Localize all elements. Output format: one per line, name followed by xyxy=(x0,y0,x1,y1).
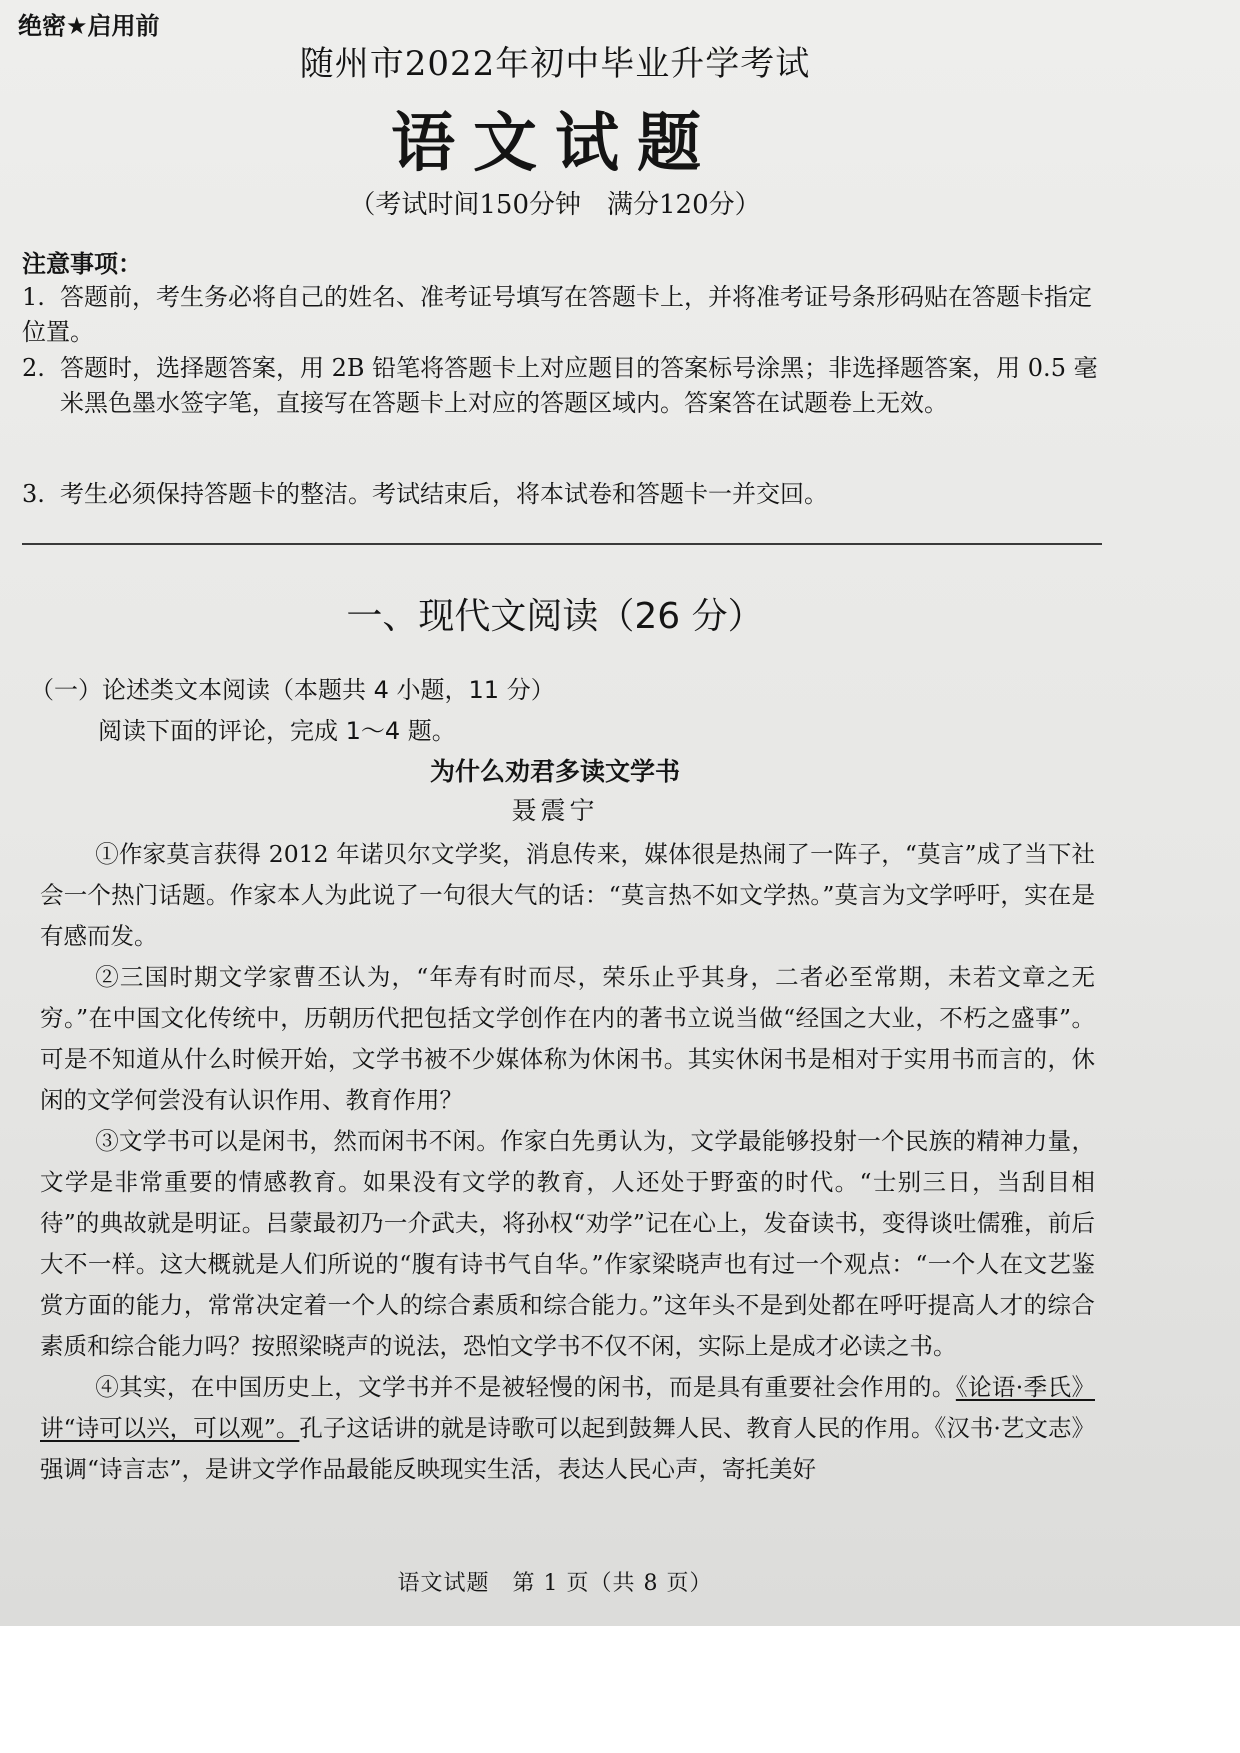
article-title: 为什么劝君多读文学书 xyxy=(429,757,680,786)
notice-item xyxy=(22,351,1107,421)
reading-instruction: 阅读下面的评论，完成 1～4 题。 xyxy=(98,717,456,745)
notice-heading: 注意事项： xyxy=(22,250,142,278)
notice-item-text: 答题时，选择题答案，用 2B 铅笔将答题卡上对应题目的答案标号涂黑；非选择题答案，用 0.5 毫米黑色墨水签字笔，直接写在答题卡上对应的答题区域内。答案答在试题卷上无效。 xyxy=(60,354,1098,417)
page-footer: 语文试题 第 1 页（共 8 页） xyxy=(397,1571,713,1596)
underlined-quote: 《论语·季氏》讲“诗可以兴，可以观”。 xyxy=(40,1373,1095,1442)
paragraph-4-start: ④其实，在中国历史上，文学书并不是被轻慢的闲书，而是具有重要社会作用的。 xyxy=(95,1373,956,1401)
notice-item xyxy=(22,280,1107,350)
subsection-heading: （一）论述类文本阅读（本题共 4 小题，11 分） xyxy=(30,676,555,704)
section-title: 一、现代文阅读（26 分） xyxy=(346,596,764,637)
article-body xyxy=(40,834,1095,1490)
secret-mark: 绝密★启用前 xyxy=(18,12,160,40)
exam-name: 随州市2022年初中毕业升学考试 xyxy=(299,44,811,84)
paragraph-3: ③文学书可以是闲书，然而闲书不闲。作家白先勇认为，文学最能够投射一个民族的精神力量，文学是非常重要的情感教育。如果没有文学的教育，人还处于野蛮的时代。“士别三日，当刮目相待”的典故就是明证。吕蒙最初乃一介武夫，将孙权“劝学”记在心上，发奋读书，变得谈吐儒雅，前后大不一样。这大概就是人们所说的“腹有诗书气自华。”作家梁晓声也有过一个观点：“一个人在文艺鉴赏方面的能力，常常决定着一个人的综合素质和综合能力。”这年头不是到处都在呼吁提高人才的综合素质和综合能力吗？按照梁晓声的说法，恐怕文学书不仅不闲，实际上是成才必读之书。 xyxy=(40,1127,1095,1360)
article-author: 聂震宁 xyxy=(511,796,599,825)
notice-item-text: 考生必须保持答题卡的整洁。考试结束后，将本试卷和答题卡一并交回。 xyxy=(60,480,828,508)
time-info: （考试时间150分钟 满分120分） xyxy=(349,190,761,220)
notice-item-text: 答题前，考生务必将自己的姓名、准考证号填写在答题卡上，并将准考证号条形码贴在答题卡指定位置。 xyxy=(22,283,1092,346)
subject-title: 语文试题 xyxy=(391,106,719,181)
notice-item xyxy=(22,477,1107,512)
notice-item-number: 1. xyxy=(22,283,45,311)
notice-item-number: 2. xyxy=(22,354,45,382)
divider xyxy=(22,543,1102,545)
paragraph-4-end: 孔子这话讲的就是诗歌可以起到鼓舞人民、教育人民的作用。《汉书·艺文志》强调“诗言志”，是讲文学作品最能反映现实生活，表达人民心声，寄托美好 xyxy=(40,1414,1095,1483)
notice-item-number: 3. xyxy=(22,480,45,508)
paragraph-4 xyxy=(40,1367,1095,1490)
paragraph-2: ②三国时期文学家曹丕认为，“年寿有时而尽，荣乐止乎其身，二者必至常期，未若文章之无穷。”在中国文化传统中，历朝历代把包括文学创作在内的著书立说当做“经国之大业，不朽之盛事”。可是不知道从什么时候开始，文学书被不少媒体称为休闲书。其实休闲书是相对于实用书而言的，休闲的文学何尝没有认识作用、教育作用？ xyxy=(40,963,1095,1114)
paragraph-1: ①作家莫言获得 2012 年诺贝尔文学奖，消息传来，媒体很是热闹了一阵子，“莫言”成了当下社会一个热门话题。作家本人为此说了一句很大气的话：“莫言热不如文学热。”莫言为文学呼吁，实在是有感而发。 xyxy=(40,840,1095,950)
